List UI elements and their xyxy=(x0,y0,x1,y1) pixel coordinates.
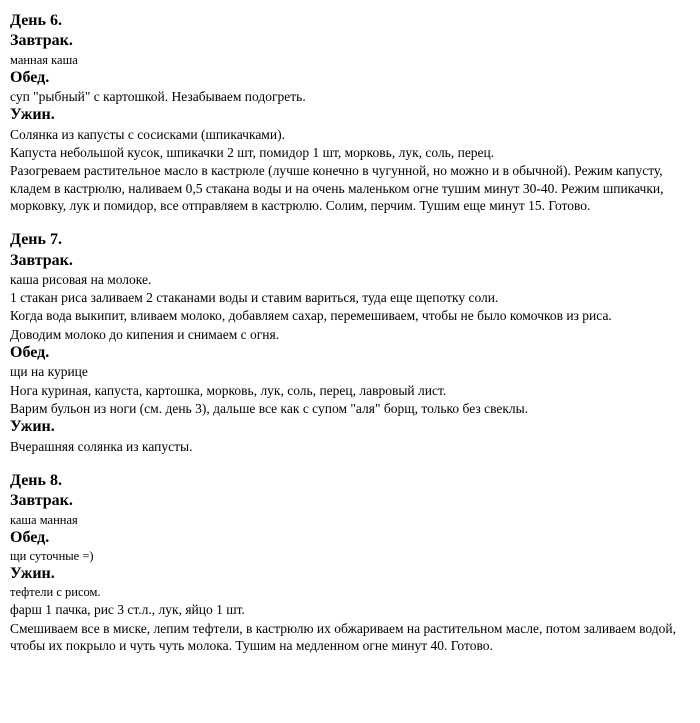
meal-line: Доводим молоко до кипения и снимаем с огня. xyxy=(10,326,280,342)
meal-line: Когда вода выкипит, вливаем молоко, добавляем сахар, перемешиваем, чтобы не было комочков из риса. xyxy=(10,308,612,324)
meal-line: каша рисовая на молоке. xyxy=(10,271,152,287)
meal-line: манная каша xyxy=(10,52,78,67)
meal-heading: Завтрак. xyxy=(10,32,73,50)
day-title: День 8. xyxy=(10,471,62,489)
meal-heading: Ужин. xyxy=(10,418,55,436)
meal-line: щи на курице xyxy=(10,364,88,380)
meal-line: тефтели с рисом. xyxy=(10,585,101,600)
meal-line: суп "рыбный" с картошкой. Незабываем подогреть. xyxy=(10,89,306,105)
meal-line: Солянка из капусты с сосисками (шпикачками). xyxy=(10,126,285,142)
section-spacer xyxy=(10,215,690,231)
day-block xyxy=(10,231,690,455)
meal-heading: Обед. xyxy=(10,68,50,86)
meal-heading: Завтрак. xyxy=(10,492,73,510)
section-spacer xyxy=(10,456,690,472)
meal-line: Смешиваем все в миске, лепим тефтели, в кастрюлю их обжариваем на растительном масле, потом заливаем водой, чтобы их покрыло и чуть чуть молока. Тушим на медленном огне минут 40. Готово. xyxy=(10,620,677,653)
meal-line: щи суточные =) xyxy=(10,549,94,564)
meal-heading: Завтрак. xyxy=(10,251,73,269)
meal-line: Разогреваем растительное масло в кастрюле (лучше конечно в чугунной, но можно и в обычной). Режим капусту, кладем в кастрюлю, наливаем 0,5 стакана воды и на очень маленьком огне тушим минут 30-40. Режим шпикачки, морковку, лук и помидор, все отправляем в кастрюлю. Солим, перчим. Тушим еще минут 15. Готово. xyxy=(10,163,664,213)
meal-line: Вчерашняя солянка из капусты. xyxy=(10,438,193,454)
day-block xyxy=(10,472,690,654)
meal-heading: Ужин. xyxy=(10,106,55,124)
meal-heading: Обед. xyxy=(10,528,50,546)
meal-line: фарш 1 пачка, рис 3 ст.л., лук, яйцо 1 шт. xyxy=(10,602,245,618)
meal-line: 1 стакан риса заливаем 2 стаканами воды и ставим вариться, туда еще щепотку соли. xyxy=(10,290,499,306)
meal-heading: Ужин. xyxy=(10,565,55,583)
day-block xyxy=(10,12,690,214)
meal-line: каша манная xyxy=(10,512,78,527)
meal-line: Нога куриная, капуста, картошка, морковь, лук, соль, перец, лавровый лист. xyxy=(10,382,447,398)
day-title: День 6. xyxy=(10,12,62,29)
day-title: День 7. xyxy=(10,231,62,249)
meal-line: Капуста небольшой кусок, шпикачки 2 шт, помидор 1 шт, морковь, лук, соль, перец. xyxy=(10,145,495,161)
meal-line: Варим бульон из ноги (см. день 3), дальше все как с супом "аля" борщ, только без свеклы. xyxy=(10,400,529,416)
meal-heading: Обед. xyxy=(10,344,50,361)
